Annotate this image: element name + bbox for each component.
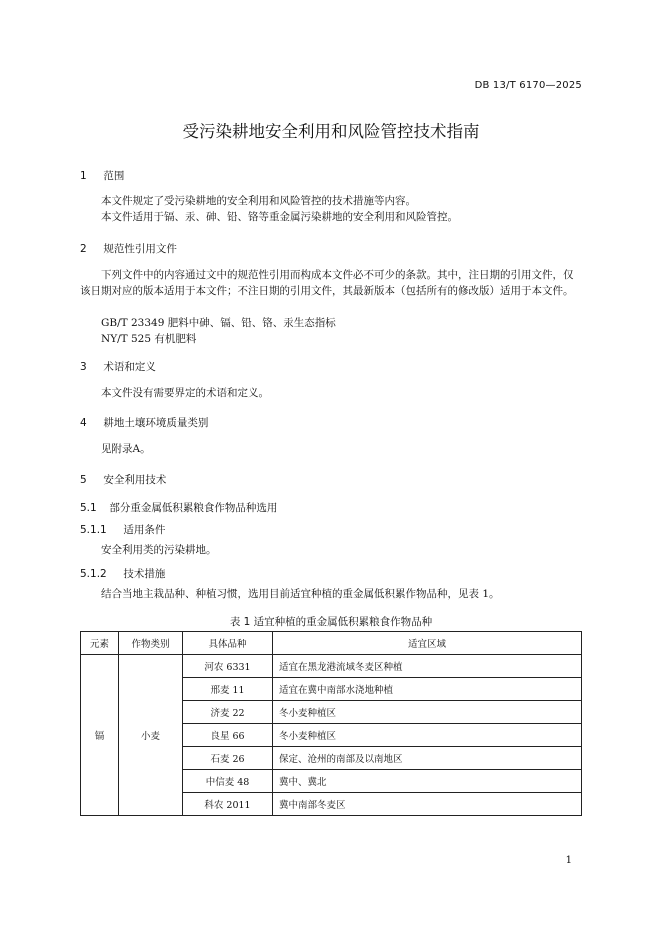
section-1-heading	[80, 168, 124, 183]
section-2-heading	[80, 241, 177, 256]
section-5-1-heading	[80, 500, 277, 515]
paragraph: 结合当地主栽品种、种植习惯，选用目前适宜种植的重金属低积累作物品种，见表 1。	[101, 588, 500, 600]
section-number: 1	[80, 170, 87, 182]
section-4-heading	[80, 415, 208, 430]
table-header-cell: 元素	[81, 632, 119, 655]
variety-cell: 邢麦 11	[183, 678, 273, 701]
section-number: 5	[80, 474, 87, 486]
section-title: 范围	[103, 170, 125, 182]
document-number: DB 13/T 6170—2025	[474, 80, 582, 91]
table-caption: 表 1 适宜种植的重金属低积累粮食作物品种	[229, 616, 433, 628]
section-number: 3	[80, 361, 87, 373]
variety-cell: 中信麦 48	[183, 770, 273, 793]
paragraph: 见附录A。	[101, 443, 151, 455]
section-number: 5.1.1	[80, 524, 107, 536]
region-cell: 冀中、冀北	[273, 770, 582, 793]
crop-type-cell: 小麦	[119, 655, 183, 816]
section-5-1-1-heading	[80, 522, 165, 537]
paragraph: 本文件适用于镉、汞、砷、铅、铬等重金属污染耕地的安全利用和风险管控。	[101, 211, 458, 223]
section-number: 5.1	[80, 502, 97, 514]
variety-cell: 河农 6331	[183, 655, 273, 678]
paragraph: 下列文件中的内容通过文中的规范性引用而构成本文件必不可少的条款。其中，注日期的引用文件，仅该日期对应的版本适用于本文件；不注日期的引用文件，其最新版本（包括所有的修改版）适用于本文件。	[80, 269, 574, 297]
section-number: 5.1.2	[80, 568, 107, 580]
variety-cell: 良星 66	[183, 724, 273, 747]
variety-cell: 济麦 22	[183, 701, 273, 724]
document-title: 受污染耕地安全利用和风险管控技术指南	[182, 122, 480, 141]
section-title: 安全利用技术	[103, 474, 167, 486]
table-header-cell: 具体品种	[183, 632, 273, 655]
paragraph: 本文件规定了受污染耕地的安全利用和风险管控的技术措施等内容。	[101, 195, 416, 207]
section-number: 4	[80, 417, 87, 429]
section-title: 术语和定义	[103, 361, 156, 373]
section-title: 规范性引用文件	[103, 243, 177, 255]
section-number: 2	[80, 243, 87, 255]
table-header-cell: 作物类别	[119, 632, 183, 655]
page-number: 1	[565, 855, 572, 866]
section-3-heading	[80, 359, 156, 374]
section-title: 技术措施	[123, 568, 166, 580]
reference-item: NY/T 525 有机肥料	[101, 333, 197, 345]
section-title: 适用条件	[123, 524, 166, 536]
table-row	[81, 655, 582, 678]
table-header-row	[81, 632, 582, 655]
section-title: 耕地土壤环境质量类别	[103, 417, 209, 429]
region-cell: 冬小麦种植区	[273, 724, 582, 747]
section-5-1-2-heading	[80, 566, 165, 581]
region-cell: 适宜在冀中南部水浇地种植	[273, 678, 582, 701]
region-cell: 冀中南部冬麦区	[273, 793, 582, 816]
region-cell: 保定、沧州的南部及以南地区	[273, 747, 582, 770]
region-cell: 适宜在黑龙港流域冬麦区种植	[273, 655, 582, 678]
paragraph: 安全利用类的污染耕地。	[101, 544, 217, 556]
paragraph: 本文件没有需要界定的术语和定义。	[101, 387, 269, 399]
reference-item: GB/T 23349 肥料中砷、镉、铅、铬、汞生态指标	[101, 317, 336, 329]
section-5-heading	[80, 472, 166, 487]
section-title: 部分重金属低积累粮食作物品种选用	[109, 502, 278, 514]
region-cell: 冬小麦种植区	[273, 701, 582, 724]
crop-variety-table	[80, 631, 582, 816]
element-cell: 镉	[81, 655, 119, 816]
variety-cell: 石麦 26	[183, 747, 273, 770]
table-header-cell: 适宜区域	[273, 632, 582, 655]
variety-cell: 科农 2011	[183, 793, 273, 816]
